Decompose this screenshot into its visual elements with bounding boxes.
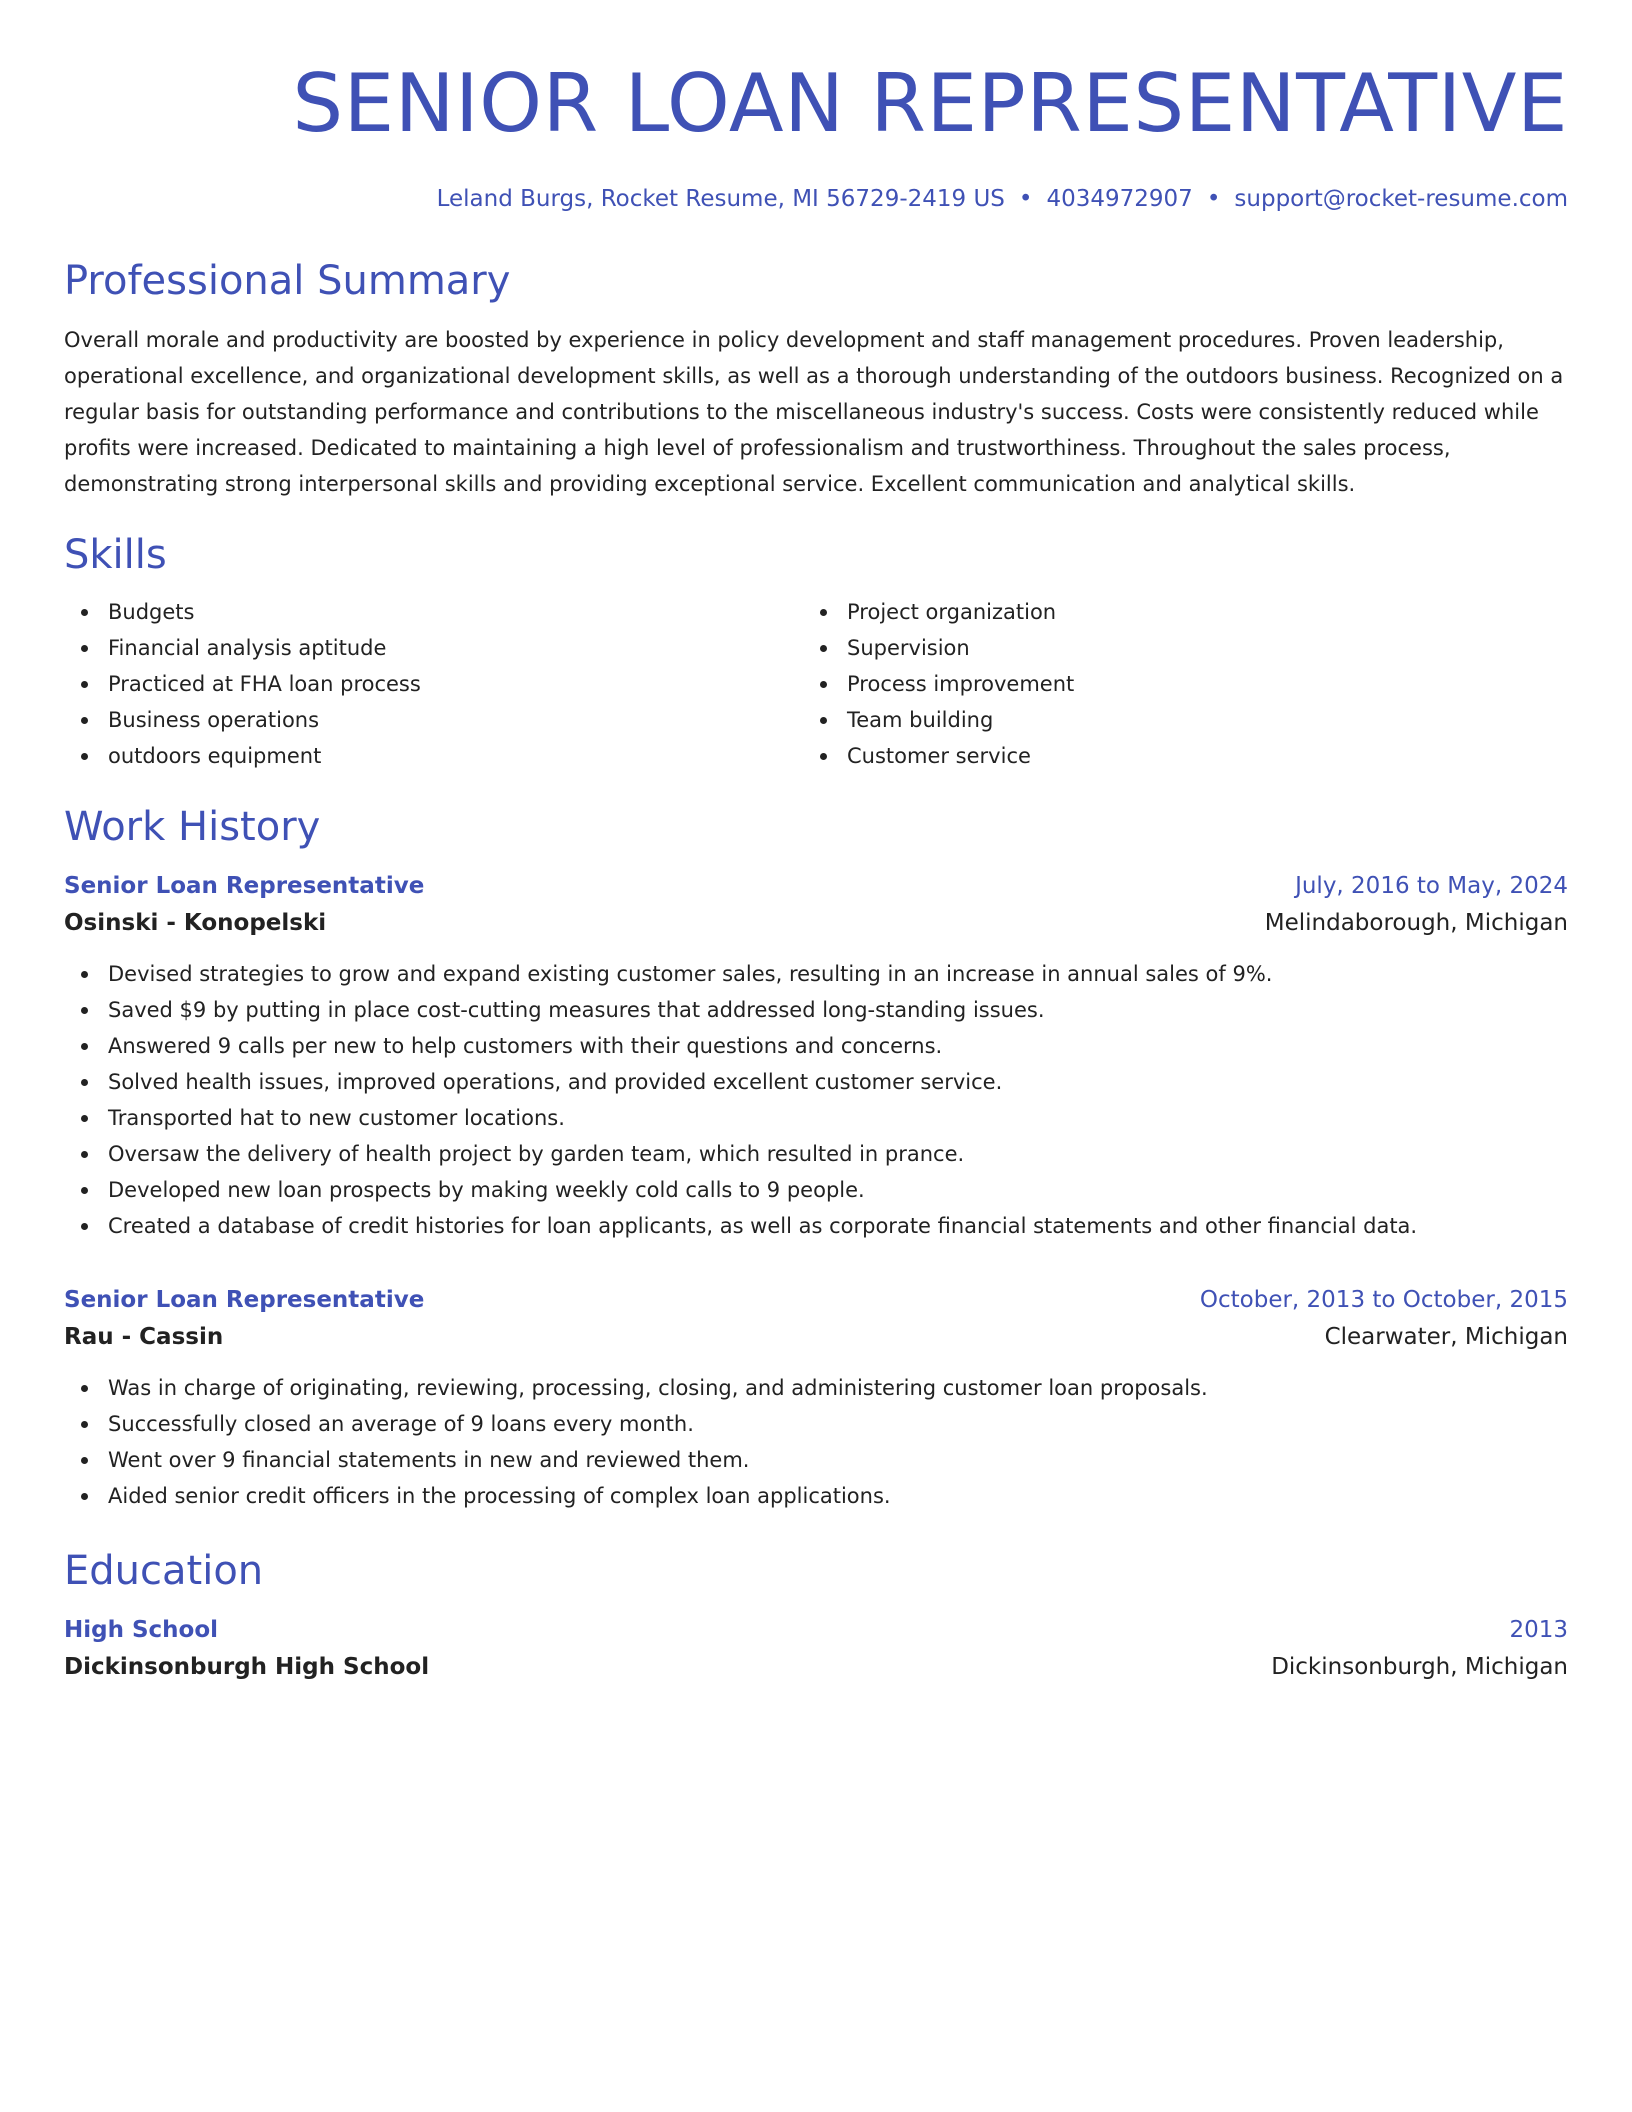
bullet-icon xyxy=(81,1385,88,1392)
job-bullet-text: Successfully closed an average of 9 loans every month. xyxy=(108,1412,694,1436)
bullet-icon xyxy=(820,717,827,724)
bullet-icon xyxy=(81,1187,88,1194)
bullet-icon xyxy=(820,681,827,688)
contact-separator: • xyxy=(1018,186,1033,212)
job-role: Senior Loan Representative xyxy=(64,873,425,899)
skills-section xyxy=(64,530,1568,774)
job-title-row xyxy=(64,868,1568,904)
job-bullet xyxy=(64,1136,1568,1172)
bullet-icon xyxy=(81,645,88,652)
job-bullet-text: Transported hat to new customer locations. xyxy=(108,1106,565,1130)
job-bullet-text: Solved health issues, improved operations, and provided excellent customer service. xyxy=(108,1070,1003,1094)
skill-item xyxy=(803,702,1542,738)
education-entry xyxy=(64,1612,1568,1686)
work-history-section xyxy=(64,802,1568,1514)
skills-grid xyxy=(64,594,1568,774)
job-bullet xyxy=(64,1478,1568,1514)
education-degree-row xyxy=(64,1612,1568,1648)
job-bullet-text: Created a database of credit histories for loan applicants, as well as corporate financial statements and other financial data. xyxy=(108,1214,1418,1238)
job-bullets xyxy=(64,1370,1568,1514)
job-bullet xyxy=(64,1100,1568,1136)
job-dates: July, 2016 to May, 2024 xyxy=(1295,873,1568,899)
education-location: Dickinsonburgh, Michigan xyxy=(1271,1654,1568,1680)
job-bullet xyxy=(64,992,1568,1028)
bullet-icon xyxy=(81,681,88,688)
job-bullet-text: Answered 9 calls per new to help customers with their questions and concerns. xyxy=(108,1034,943,1058)
skill-label: Process improvement xyxy=(847,672,1075,696)
skill-item xyxy=(64,594,803,630)
skill-item xyxy=(64,738,803,774)
education-school-row xyxy=(64,1648,1568,1686)
job-bullet xyxy=(64,956,1568,992)
job-bullet-text: Saved $9 by putting in place cost-cutting measures that addressed long-standing issues. xyxy=(108,998,1045,1022)
bullet-icon xyxy=(820,609,827,616)
skill-label: Supervision xyxy=(847,636,970,660)
skill-item xyxy=(803,666,1542,702)
job-bullet xyxy=(64,1208,1568,1244)
contact-phone[interactable]: 4034972907 xyxy=(1046,186,1193,212)
education-year: 2013 xyxy=(1509,1617,1568,1643)
job-location: Melindaborough, Michigan xyxy=(1264,910,1568,936)
contact-line xyxy=(64,182,1568,216)
bullet-icon xyxy=(81,1079,88,1086)
bullet-icon xyxy=(81,1457,88,1464)
job-company-row xyxy=(64,904,1568,942)
skills-heading: Skills xyxy=(64,532,167,578)
bullet-icon xyxy=(81,1115,88,1122)
job-dates: October, 2013 to October, 2015 xyxy=(1199,1287,1568,1313)
job-bullets xyxy=(64,956,1568,1244)
bullet-icon xyxy=(81,1223,88,1230)
bullet-icon xyxy=(820,753,827,760)
skills-column-right xyxy=(803,594,1542,774)
skill-item xyxy=(803,738,1542,774)
job-entry xyxy=(64,1282,1568,1514)
skills-column-left xyxy=(64,594,803,774)
skill-label: Project organization xyxy=(847,600,1057,624)
bullet-icon xyxy=(81,1043,88,1050)
education-section xyxy=(64,1546,1568,1686)
skill-label: Financial analysis aptitude xyxy=(108,636,387,660)
job-bullet-text: Aided senior credit officers in the processing of complex loan applications. xyxy=(108,1484,891,1508)
summary-text: Overall morale and productivity are boosted by experience in policy development and staff management procedures. Proven leadership, operational excellence, and organizational development skills, as well as a thorough understanding of the outdoors business. Recognized on a regular basis for outstanding performance and contributions to the miscellaneous industry's success. Costs were consistently reduced while profits were increased. Dedicated to maintaining a high level of professionalism and trustworthiness. Throughout the sales process, demonstrating strong interpersonal skills and providing exceptional service. Excellent communication and analytical skills. xyxy=(64,328,1564,496)
bullet-icon xyxy=(81,1493,88,1500)
bullet-icon xyxy=(81,753,88,760)
bullet-icon xyxy=(81,1007,88,1014)
skill-label: Practiced at FHA loan process xyxy=(108,672,421,696)
skill-item xyxy=(64,666,803,702)
job-bullet xyxy=(64,1406,1568,1442)
resume-title: SENIOR LOAN REPRESENTATIVE xyxy=(292,57,1568,150)
job-company: Rau - Cassin xyxy=(64,1324,224,1350)
job-bullet xyxy=(64,1028,1568,1064)
job-bullet-text: Developed new loan prospects by making weekly cold calls to 9 people. xyxy=(108,1178,865,1202)
job-title-row xyxy=(64,1282,1568,1318)
contact-separator: • xyxy=(1206,186,1221,212)
job-bullet xyxy=(64,1172,1568,1208)
summary-heading: Professional Summary xyxy=(64,258,511,304)
contact-email[interactable]: support@rocket-resume.com xyxy=(1234,186,1568,212)
bullet-icon xyxy=(81,1421,88,1428)
bullet-icon xyxy=(81,1151,88,1158)
bullet-icon xyxy=(81,971,88,978)
skill-item xyxy=(803,630,1542,666)
skill-item xyxy=(64,702,803,738)
skill-item xyxy=(803,594,1542,630)
job-bullet-text: Oversaw the delivery of health project by garden team, which resulted in prance. xyxy=(108,1142,965,1166)
education-school: Dickinsonburgh High School xyxy=(64,1654,430,1680)
bullet-icon xyxy=(81,609,88,616)
job-company-row xyxy=(64,1318,1568,1356)
bullet-icon xyxy=(81,717,88,724)
summary-section xyxy=(64,256,1568,502)
education-heading: Education xyxy=(64,1548,264,1594)
job-role: Senior Loan Representative xyxy=(64,1287,425,1313)
skill-label: Customer service xyxy=(847,744,1031,768)
skill-label: outdoors equipment xyxy=(108,744,322,768)
job-entry xyxy=(64,868,1568,1244)
job-bullet xyxy=(64,1370,1568,1406)
job-company: Osinski - Konopelski xyxy=(64,910,327,936)
skill-label: Team building xyxy=(847,708,994,732)
job-bullet xyxy=(64,1442,1568,1478)
job-bullet-text: Devised strategies to grow and expand existing customer sales, resulting in an increase in annual sales of 9%. xyxy=(108,962,1273,986)
skill-label: Budgets xyxy=(108,600,195,624)
job-location: Clearwater, Michigan xyxy=(1324,1324,1568,1350)
skill-label: Business operations xyxy=(108,708,320,732)
work-history-heading: Work History xyxy=(64,804,321,850)
resume-header xyxy=(64,56,1568,216)
job-bullet-text: Was in charge of originating, reviewing, processing, closing, and administering customer loan proposals. xyxy=(108,1376,1208,1400)
bullet-icon xyxy=(820,645,827,652)
job-bullet-text: Went over 9 financial statements in new and reviewed them. xyxy=(108,1448,750,1472)
education-degree: High School xyxy=(64,1617,219,1643)
contact-address: Leland Burgs, Rocket Resume, MI 56729-2419 US xyxy=(436,186,1005,212)
job-bullet xyxy=(64,1064,1568,1100)
skill-item xyxy=(64,630,803,666)
